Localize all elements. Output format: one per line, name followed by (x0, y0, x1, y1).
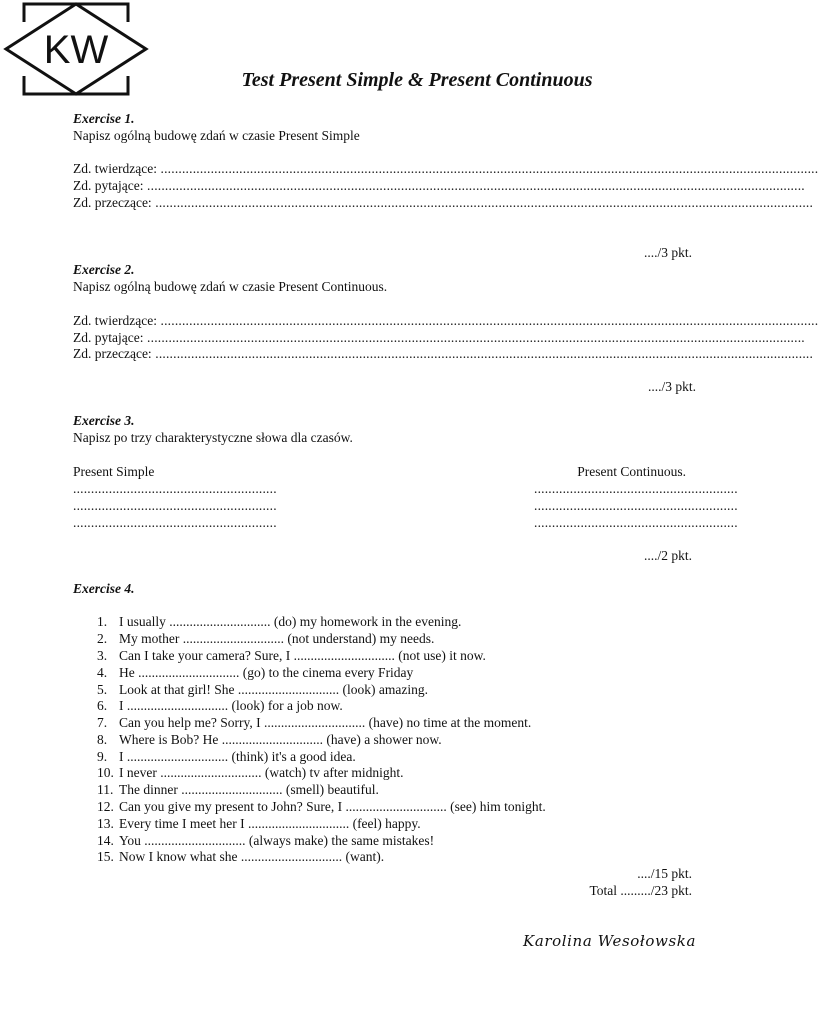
list-item[interactable]: 6. I .............................. (look) for a job now. (97, 698, 343, 713)
signature: Karolina Wesołowska (523, 932, 696, 950)
total-points: Total ........./23 pkt. (589, 883, 692, 898)
exercise4-heading: Exercise 4. (73, 581, 135, 596)
exercise2-heading: Exercise 2. (73, 262, 135, 277)
svg-text:KW: KW (43, 28, 109, 72)
exercise3-left-line[interactable]: ......................................................... (73, 498, 277, 513)
list-item[interactable]: 2. My mother .............................. (not understand) my needs. (97, 631, 435, 646)
exercise2-points: ..../3 pkt. (647, 379, 696, 394)
exercise3-right-line[interactable]: ......................................................... (534, 481, 738, 496)
list-item[interactable]: 5. Look at that girl! She .............................. (look) amazing. (97, 682, 428, 697)
list-item[interactable]: 9. I .............................. (think) it's a good idea. (97, 749, 356, 764)
exercise3-right-line[interactable]: ......................................................... (534, 515, 738, 530)
exercise3-left-line[interactable]: ......................................................... (73, 481, 277, 496)
list-item[interactable]: 11. The dinner .............................. (smell) beautiful. (97, 782, 379, 797)
exercise2-line-affirmative[interactable]: Zd. twierdzące: ........................................................................................................................................................................................ (73, 313, 819, 328)
exercise2-line-negative[interactable]: Zd. przeczące: ........................................................................................................................................................................................ (73, 346, 814, 361)
exercise1-points: ..../3 pkt. (643, 245, 692, 260)
exercise3-left-line[interactable]: ......................................................... (73, 515, 277, 530)
exercise2-instruction: Napisz ogólną budowę zdań w czasie Present Continuous. (73, 279, 388, 294)
exercise1-line-question[interactable]: Zd. pytające: ........................................................................................................................................................................................ (73, 178, 805, 193)
exercise3-heading: Exercise 3. (73, 413, 135, 428)
list-item[interactable]: 1. I usually .............................. (do) my homework in the evening. (97, 614, 462, 629)
list-item[interactable]: 13. Every time I meet her I .............................. (feel) happy. (97, 816, 421, 831)
page-title: Test Present Simple & Present Continuous (241, 69, 593, 91)
exercise1-line-affirmative[interactable]: Zd. twierdzące: ........................................................................................................................................................................................ (73, 161, 819, 176)
exercise3-col-left-label: Present Simple (73, 464, 155, 479)
exercise3-col-right-label: Present Continuous. (577, 464, 686, 479)
list-item[interactable]: 4. He .............................. (go) to the cinema every Friday (97, 665, 414, 680)
list-item[interactable]: 7. Can you help me? Sorry, I .............................. (have) no time at the moment. (97, 715, 532, 730)
list-item[interactable]: 15. Now I know what she .............................. (want). (97, 849, 385, 864)
exercise3-right-line[interactable]: ......................................................... (534, 498, 738, 513)
exercise1-instruction: Napisz ogólną budowę zdań w czasie Present Simple (73, 128, 360, 143)
list-item[interactable]: 14. You .............................. (always make) the same mistakes! (97, 833, 435, 848)
exercise3-points: ..../2 pkt. (643, 548, 692, 563)
exercise1-heading: Exercise 1. (73, 111, 135, 126)
list-item[interactable]: 10. I never .............................. (watch) tv after midnight. (97, 765, 404, 780)
exercise1-line-negative[interactable]: Zd. przeczące: ........................................................................................................................................................................................ (73, 195, 814, 210)
list-item[interactable]: 8. Where is Bob? He .............................. (have) a shower now. (97, 732, 442, 747)
list-item[interactable]: 12. Can you give my present to John? Sure, I .............................. (see) him tonight. (97, 799, 546, 814)
exercise4-points: ..../15 pkt. (637, 866, 692, 881)
exercise3-instruction: Napisz po trzy charakterystyczne słowa dla czasów. (73, 430, 353, 445)
list-item[interactable]: 3. Can I take your camera? Sure, I .............................. (not use) it now. (97, 648, 486, 663)
exercise2-line-question[interactable]: Zd. pytające: ........................................................................................................................................................................................ (73, 330, 805, 345)
